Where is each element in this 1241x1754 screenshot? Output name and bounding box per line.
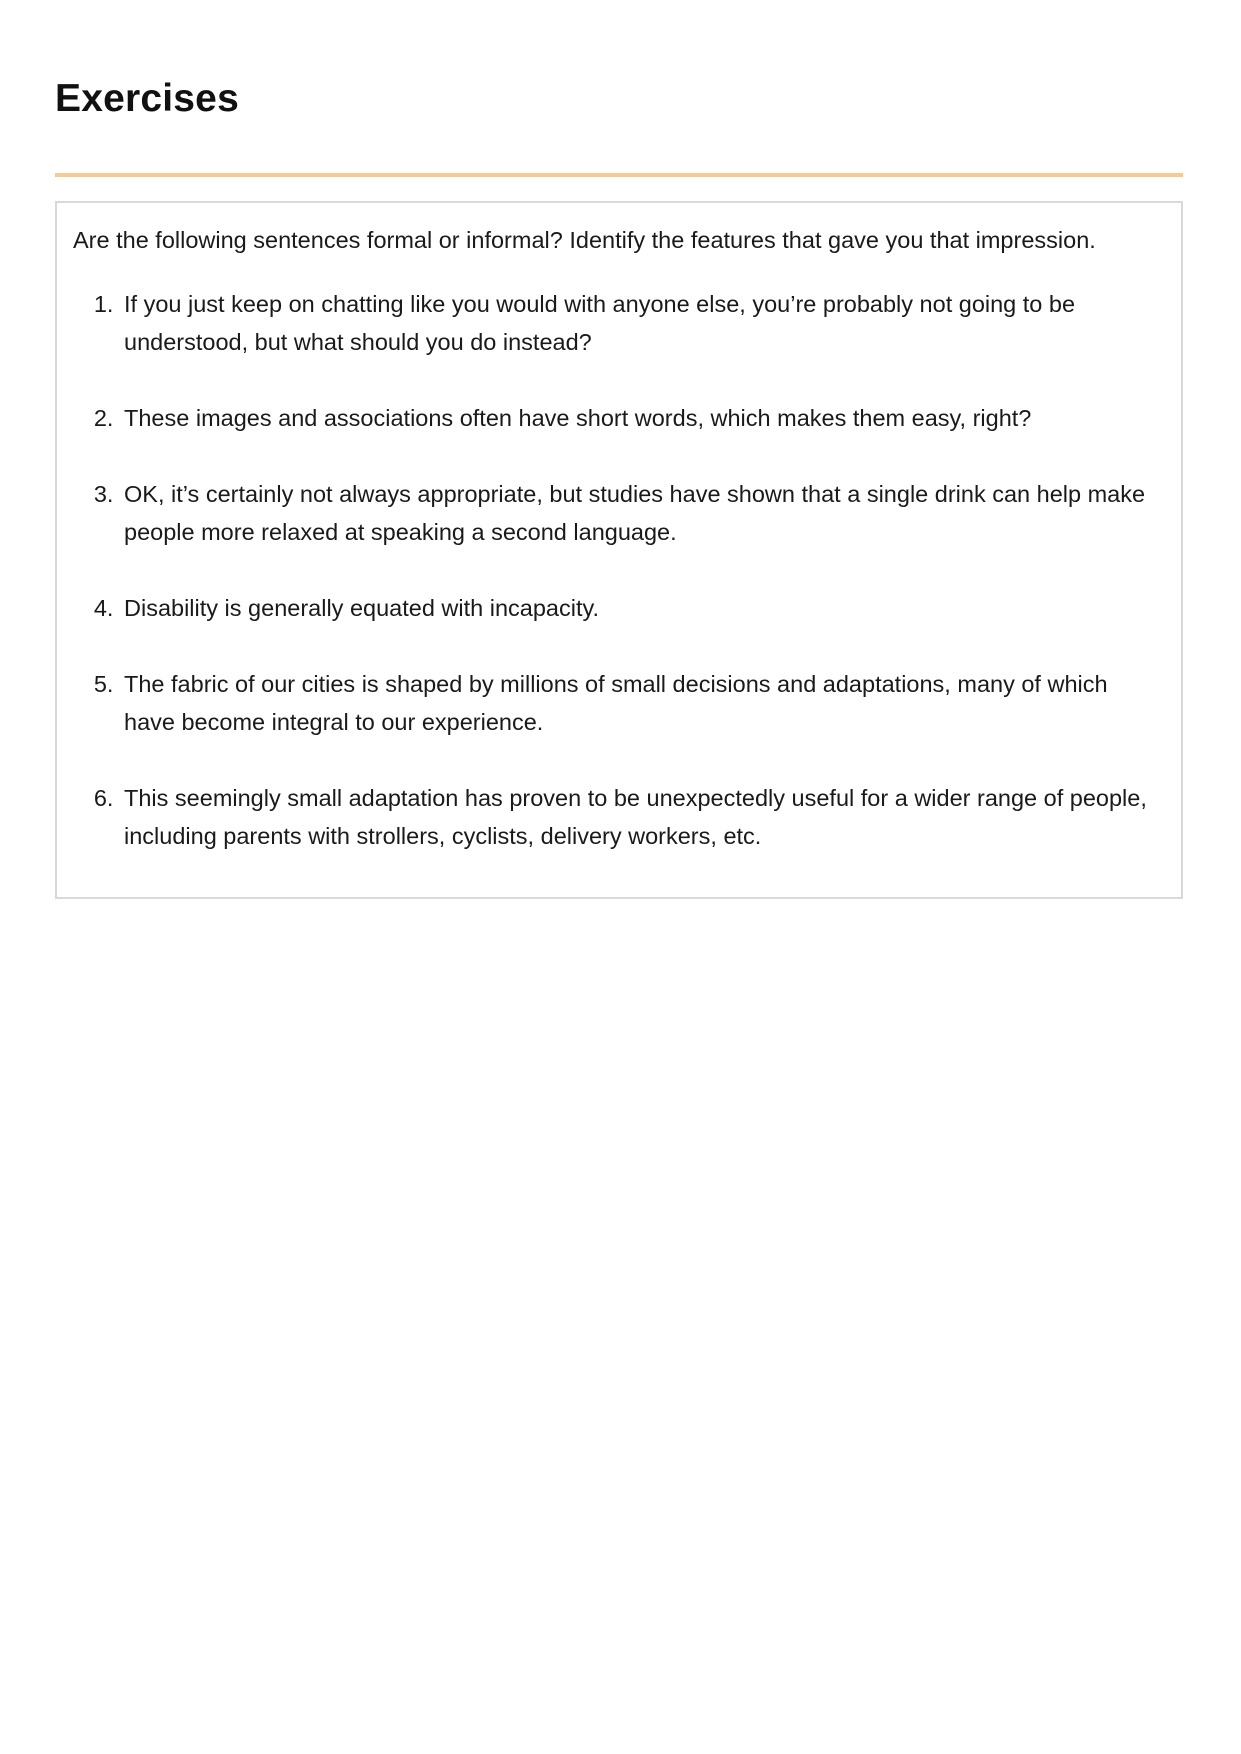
exercise-prompt: Are the following sentences formal or informal? Identify the features that gave you that impression. [73, 226, 1096, 253]
exercise-item-5: 5. The fabric of our cities is shaped by millions of small decisions and adaptations, many of which have become integral to our experience. [120, 665, 1159, 741]
exercise-item-3: 3. OK, it’s certainly not always appropriate, but studies have shown that a single drink can help make people more relaxed at speaking a second language. [120, 475, 1159, 551]
exercise-item-4: 4. Disability is generally equated with incapacity. [120, 589, 1159, 627]
exercise-item-2: 2. These images and associations often have short words, which makes them easy, right? [120, 399, 1159, 437]
accent-divider [55, 173, 1183, 177]
page-title: Exercises [55, 77, 239, 120]
exercise-box [55, 201, 1183, 899]
exercise-item-6: 6. This seemingly small adaptation has proven to be unexpectedly useful for a wider range of people, including parents with strollers, cyclists, delivery workers, etc. [120, 779, 1159, 855]
exercise-list [73, 285, 1159, 855]
exercise-item-1: 1. If you just keep on chatting like you would with anyone else, you’re probably not going to be understood, but what should you do instead? [120, 285, 1159, 361]
